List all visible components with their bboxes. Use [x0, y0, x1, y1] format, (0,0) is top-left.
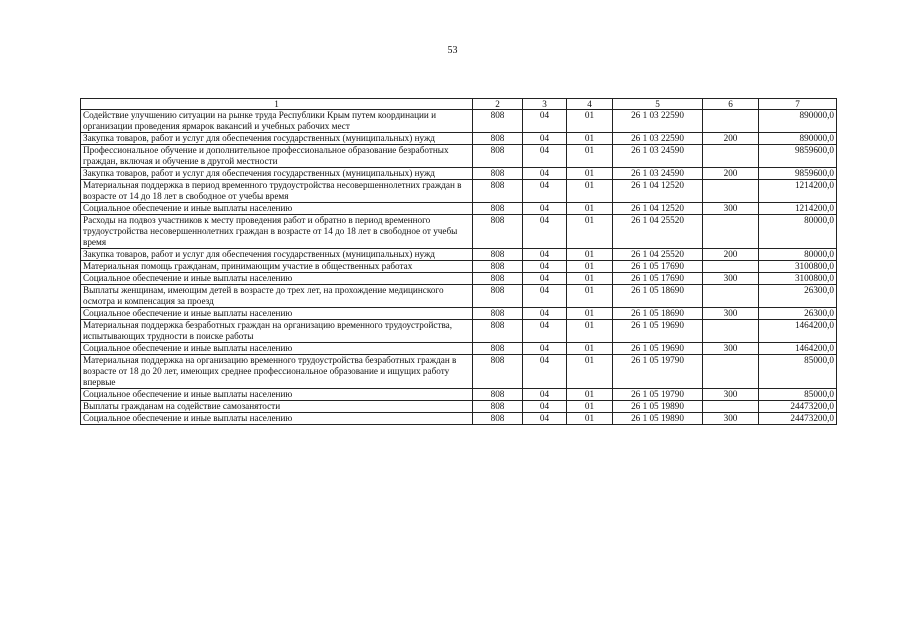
cell-section-code: 04 [523, 355, 567, 389]
table-row [81, 273, 837, 285]
cell-target-article-code: 26 1 05 19890 [613, 413, 703, 425]
table-row [81, 180, 837, 203]
cell-expense-type-code: 200 [703, 168, 759, 180]
cell-section-code: 04 [523, 285, 567, 308]
cell-expense-type-code: 200 [703, 249, 759, 261]
cell-subsection-code: 01 [567, 273, 613, 285]
cell-expense-type-code [703, 401, 759, 413]
row-description: Материальная поддержка безработных граждан на организацию временного трудоустройства, испытывающих трудности в поиске работы [81, 320, 473, 343]
column-header: 5 [613, 99, 703, 110]
cell-expense-type-code [703, 320, 759, 343]
cell-administrator-code: 808 [473, 343, 523, 355]
cell-section-code: 04 [523, 215, 567, 249]
cell-administrator-code: 808 [473, 168, 523, 180]
cell-expense-type-code: 300 [703, 308, 759, 320]
row-description: Закупка товаров, работ и услуг для обеспечения государственных (муниципальных) нужд [81, 133, 473, 145]
cell-expense-type-code [703, 215, 759, 249]
cell-section-code: 04 [523, 133, 567, 145]
row-description: Социальное обеспечение и иные выплаты населению [81, 273, 473, 285]
table-row [81, 401, 837, 413]
row-description: Выплаты женщинам, имеющим детей в возрасте до трех лет, на прохождение медицинского осмотра и компенсация за проезд [81, 285, 473, 308]
cell-amount: 890000,0 [759, 110, 837, 133]
table-row [81, 215, 837, 249]
cell-subsection-code: 01 [567, 308, 613, 320]
column-header: 6 [703, 99, 759, 110]
cell-target-article-code: 26 1 05 18690 [613, 285, 703, 308]
cell-administrator-code: 808 [473, 203, 523, 215]
cell-target-article-code: 26 1 05 19890 [613, 401, 703, 413]
cell-expense-type-code: 300 [703, 273, 759, 285]
row-description: Материальная помощь гражданам, принимающим участие в общественных работах [81, 261, 473, 273]
cell-target-article-code: 26 1 03 22590 [613, 133, 703, 145]
column-number-row [81, 99, 837, 110]
cell-section-code: 04 [523, 320, 567, 343]
cell-expense-type-code [703, 145, 759, 168]
cell-subsection-code: 01 [567, 215, 613, 249]
page-number: 53 [447, 45, 458, 56]
cell-expense-type-code: 300 [703, 413, 759, 425]
cell-expense-type-code [703, 110, 759, 133]
cell-administrator-code: 808 [473, 285, 523, 308]
row-description: Социальное обеспечение и иные выплаты населению [81, 203, 473, 215]
table-row [81, 168, 837, 180]
cell-subsection-code: 01 [567, 180, 613, 203]
cell-administrator-code: 808 [473, 215, 523, 249]
table-row [81, 261, 837, 273]
cell-amount: 26300,0 [759, 308, 837, 320]
cell-subsection-code: 01 [567, 203, 613, 215]
row-description: Социальное обеспечение и иные выплаты населению [81, 343, 473, 355]
table-row [81, 343, 837, 355]
cell-amount: 80000,0 [759, 249, 837, 261]
cell-target-article-code: 26 1 03 22590 [613, 110, 703, 133]
column-header: 7 [759, 99, 837, 110]
row-description: Социальное обеспечение и иные выплаты населению [81, 413, 473, 425]
cell-section-code: 04 [523, 168, 567, 180]
cell-subsection-code: 01 [567, 145, 613, 168]
cell-section-code: 04 [523, 343, 567, 355]
column-header: 1 [81, 99, 473, 110]
cell-target-article-code: 26 1 05 17690 [613, 261, 703, 273]
cell-administrator-code: 808 [473, 320, 523, 343]
cell-administrator-code: 808 [473, 389, 523, 401]
row-description: Выплаты гражданам на содействие самозанятости [81, 401, 473, 413]
cell-subsection-code: 01 [567, 343, 613, 355]
row-description: Расходы на подвоз участников к месту проведения работ и обратно в период временного трудоустройства несовершеннолетних граждан в возрасте от 14 до 18 лет в свободное от учебы время [81, 215, 473, 249]
cell-expense-type-code: 200 [703, 133, 759, 145]
row-description: Содействие улучшению ситуации на рынке труда Республики Крым путем координации и организации проведения ярмарок вакансий и учебных рабочих мест [81, 110, 473, 133]
column-header: 4 [567, 99, 613, 110]
cell-subsection-code: 01 [567, 413, 613, 425]
table-row [81, 413, 837, 425]
cell-administrator-code: 808 [473, 413, 523, 425]
cell-expense-type-code: 300 [703, 389, 759, 401]
cell-expense-type-code: 300 [703, 203, 759, 215]
cell-administrator-code: 808 [473, 355, 523, 389]
cell-section-code: 04 [523, 401, 567, 413]
row-description: Социальное обеспечение и иные выплаты населению [81, 308, 473, 320]
cell-administrator-code: 808 [473, 401, 523, 413]
cell-expense-type-code: 300 [703, 343, 759, 355]
cell-target-article-code: 26 1 03 24590 [613, 145, 703, 168]
cell-target-article-code: 26 1 04 25520 [613, 215, 703, 249]
cell-section-code: 04 [523, 273, 567, 285]
cell-amount: 890000,0 [759, 133, 837, 145]
table-row [81, 285, 837, 308]
table-row [81, 110, 837, 133]
cell-section-code: 04 [523, 308, 567, 320]
cell-administrator-code: 808 [473, 261, 523, 273]
cell-target-article-code: 26 1 04 12520 [613, 203, 703, 215]
cell-administrator-code: 808 [473, 110, 523, 133]
cell-amount: 85000,0 [759, 389, 837, 401]
cell-amount: 1464200,0 [759, 320, 837, 343]
cell-amount: 3100800,0 [759, 261, 837, 273]
cell-subsection-code: 01 [567, 355, 613, 389]
cell-amount: 3100800,0 [759, 273, 837, 285]
cell-section-code: 04 [523, 110, 567, 133]
cell-amount: 24473200,0 [759, 401, 837, 413]
cell-expense-type-code [703, 355, 759, 389]
cell-target-article-code: 26 1 04 25520 [613, 249, 703, 261]
cell-amount: 24473200,0 [759, 413, 837, 425]
cell-subsection-code: 01 [567, 401, 613, 413]
cell-amount: 85000,0 [759, 355, 837, 389]
cell-subsection-code: 01 [567, 389, 613, 401]
cell-expense-type-code [703, 261, 759, 273]
row-description: Материальная поддержка на организацию временного трудоустройства безработных граждан в возрасте от 18 до 20 лет, имеющих среднее профессиональное образование и ищущих работу впервые [81, 355, 473, 389]
cell-amount: 1214200,0 [759, 203, 837, 215]
cell-amount: 80000,0 [759, 215, 837, 249]
table-row [81, 145, 837, 168]
table-row [81, 133, 837, 145]
cell-subsection-code: 01 [567, 285, 613, 308]
cell-section-code: 04 [523, 413, 567, 425]
cell-subsection-code: 01 [567, 110, 613, 133]
cell-subsection-code: 01 [567, 320, 613, 343]
cell-subsection-code: 01 [567, 261, 613, 273]
cell-section-code: 04 [523, 180, 567, 203]
cell-target-article-code: 26 1 04 12520 [613, 180, 703, 203]
cell-target-article-code: 26 1 03 24590 [613, 168, 703, 180]
cell-amount: 26300,0 [759, 285, 837, 308]
cell-administrator-code: 808 [473, 180, 523, 203]
cell-target-article-code: 26 1 05 19690 [613, 320, 703, 343]
cell-subsection-code: 01 [567, 249, 613, 261]
row-description: Закупка товаров, работ и услуг для обеспечения государственных (муниципальных) нужд [81, 168, 473, 180]
table-row [81, 320, 837, 343]
cell-administrator-code: 808 [473, 145, 523, 168]
cell-administrator-code: 808 [473, 308, 523, 320]
cell-expense-type-code [703, 285, 759, 308]
cell-administrator-code: 808 [473, 133, 523, 145]
table-row [81, 249, 837, 261]
table-body [81, 110, 837, 425]
cell-administrator-code: 808 [473, 249, 523, 261]
table-row [81, 308, 837, 320]
cell-section-code: 04 [523, 249, 567, 261]
cell-administrator-code: 808 [473, 273, 523, 285]
cell-target-article-code: 26 1 05 18690 [613, 308, 703, 320]
cell-amount: 9859600,0 [759, 168, 837, 180]
cell-target-article-code: 26 1 05 19690 [613, 343, 703, 355]
cell-amount: 1464200,0 [759, 343, 837, 355]
budget-table [80, 98, 837, 425]
cell-amount: 9859600,0 [759, 145, 837, 168]
cell-expense-type-code [703, 180, 759, 203]
table-row [81, 203, 837, 215]
row-description: Социальное обеспечение и иные выплаты населению [81, 389, 473, 401]
cell-section-code: 04 [523, 145, 567, 168]
cell-section-code: 04 [523, 389, 567, 401]
cell-subsection-code: 01 [567, 133, 613, 145]
row-description: Закупка товаров, работ и услуг для обеспечения государственных (муниципальных) нужд [81, 249, 473, 261]
table-row [81, 355, 837, 389]
column-header: 3 [523, 99, 567, 110]
cell-subsection-code: 01 [567, 168, 613, 180]
cell-amount: 1214200,0 [759, 180, 837, 203]
table-row [81, 389, 837, 401]
cell-target-article-code: 26 1 05 17690 [613, 273, 703, 285]
row-description: Материальная поддержка в период временного трудоустройства несовершеннолетних граждан в возрасте от 14 до 18 лет в свободное от учебы время [81, 180, 473, 203]
cell-target-article-code: 26 1 05 19790 [613, 355, 703, 389]
cell-target-article-code: 26 1 05 19790 [613, 389, 703, 401]
column-header: 2 [473, 99, 523, 110]
cell-section-code: 04 [523, 261, 567, 273]
row-description: Профессиональное обучение и дополнительное профессиональное образование безработных граждан, включая и обучение в другой местности [81, 145, 473, 168]
cell-section-code: 04 [523, 203, 567, 215]
